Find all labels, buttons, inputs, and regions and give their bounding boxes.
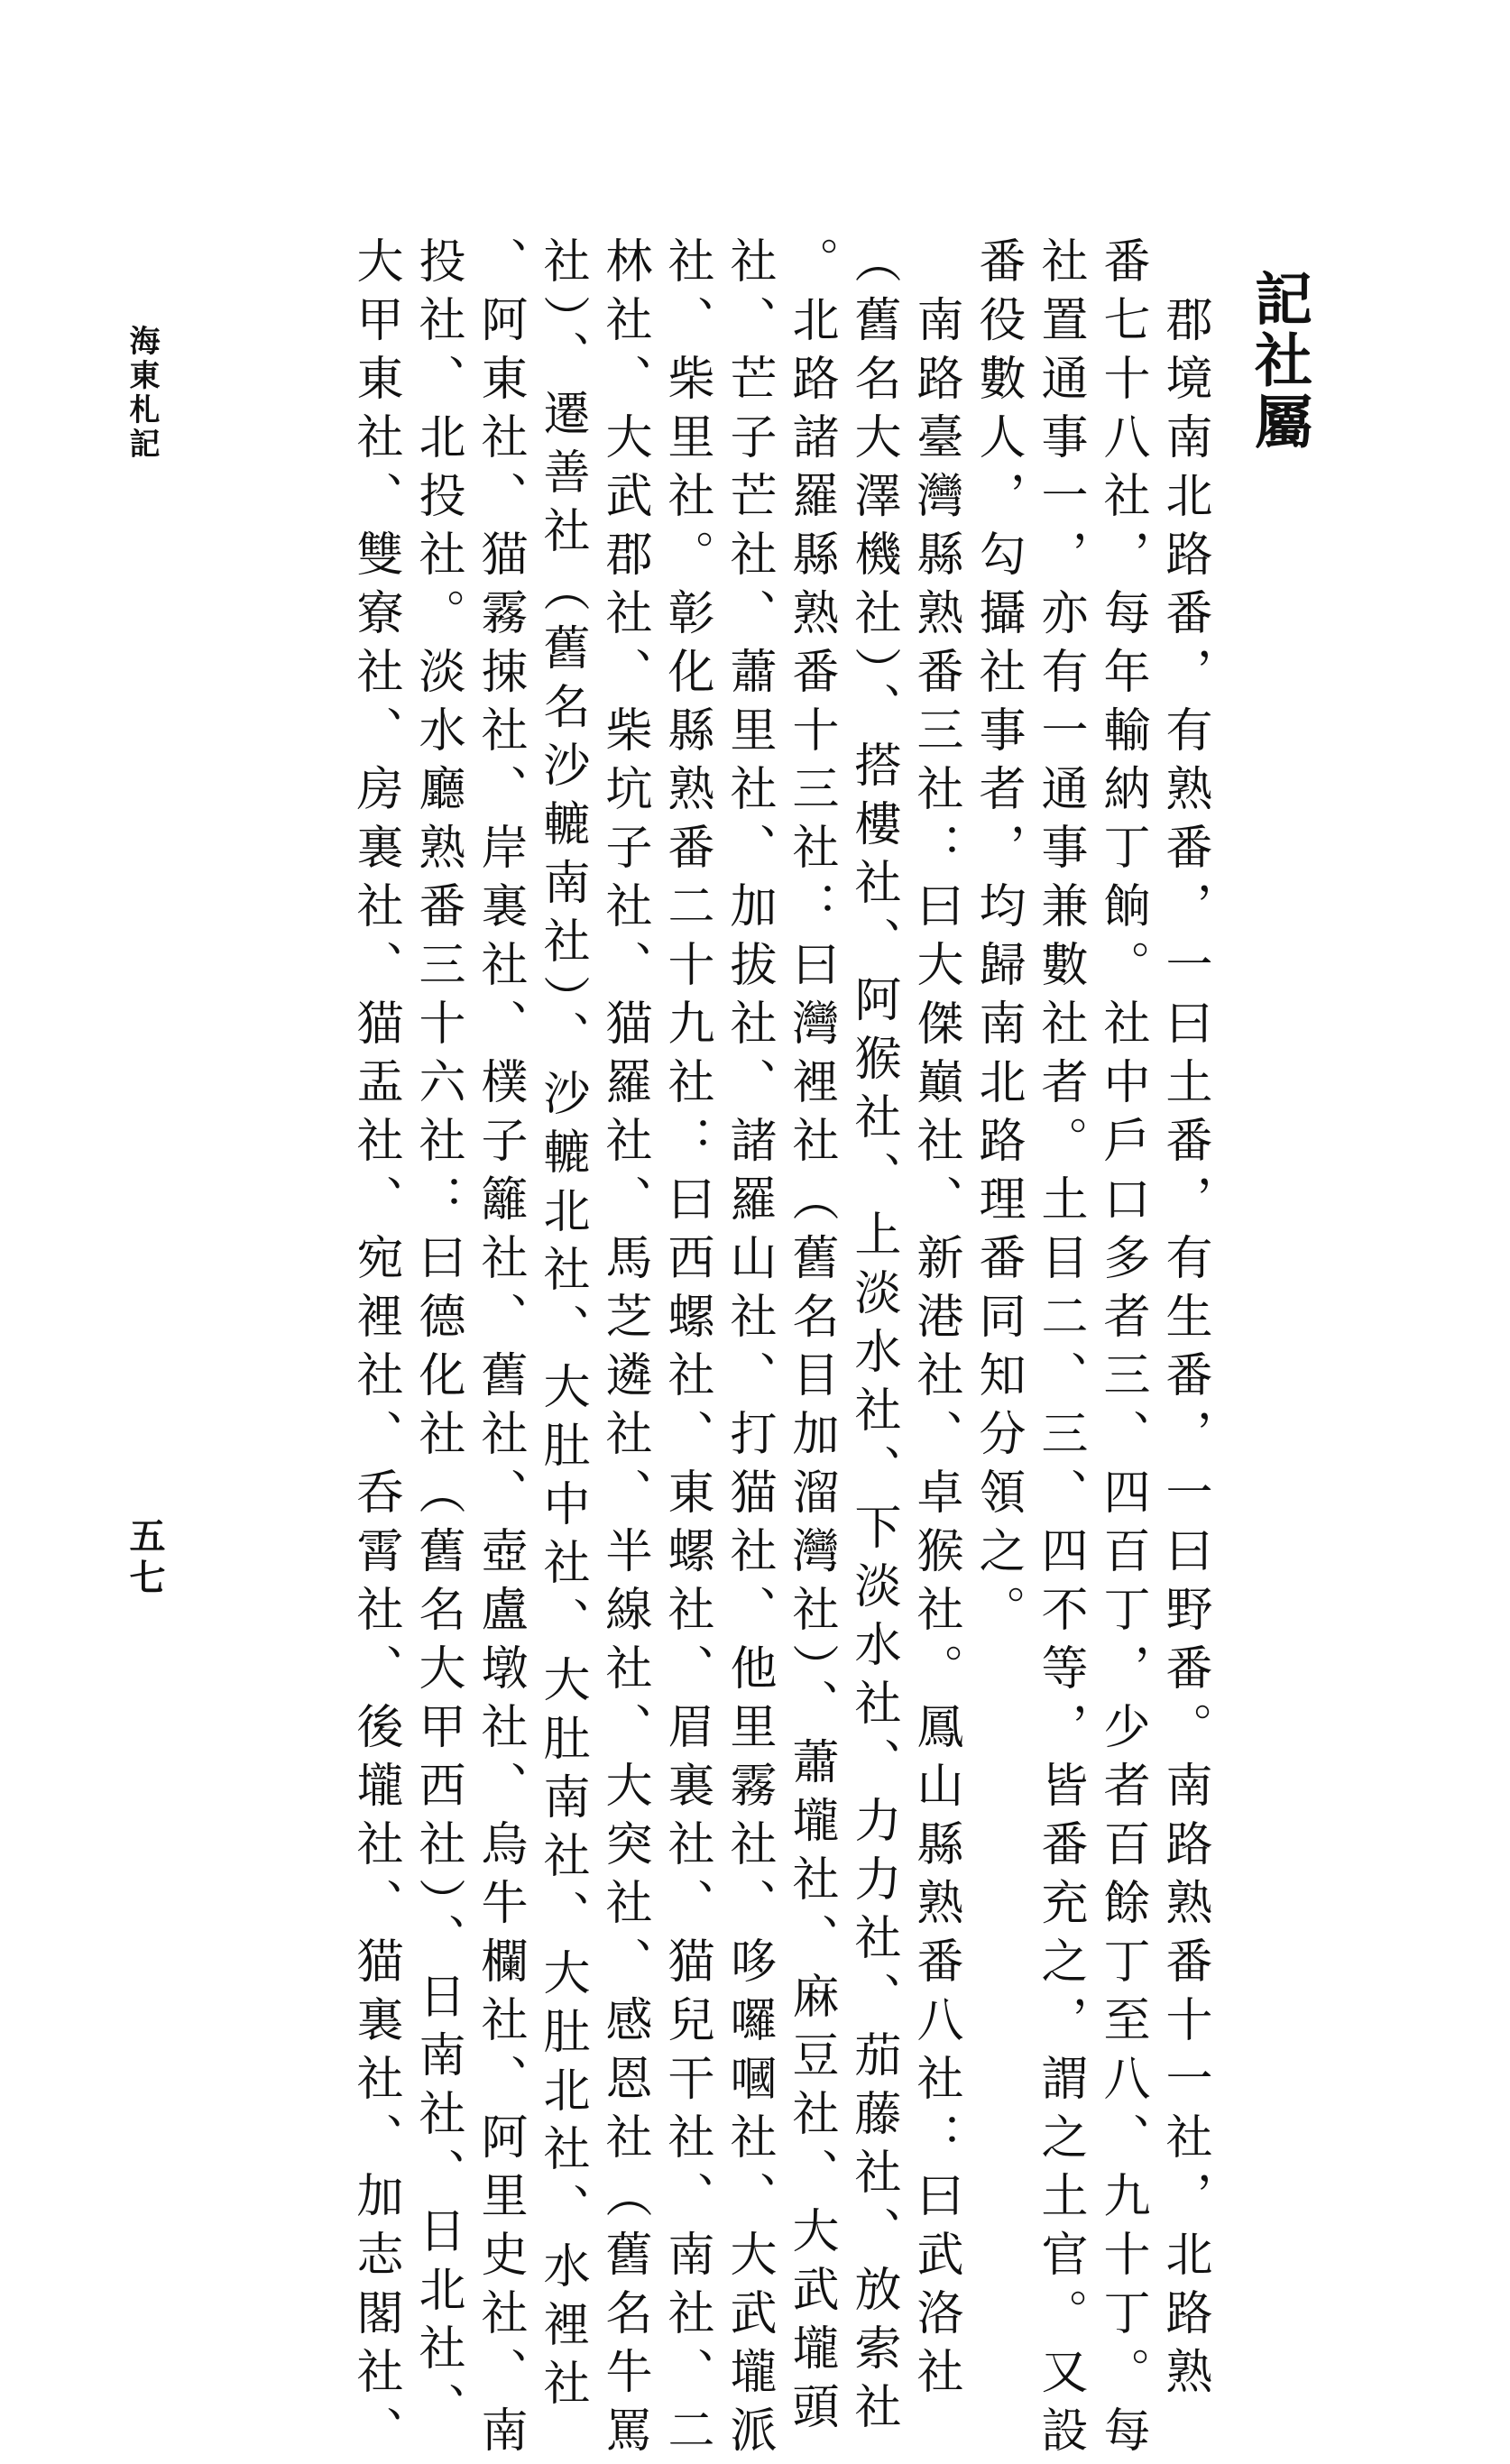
section-title: 記社屬 [1245, 269, 1312, 453]
text-column-5: 南路臺灣縣熟番三社：曰大傑巔社、新港社、卓猴社。鳳山縣熟番八社：曰武洛社 [908, 236, 962, 2405]
text-column-7: 。北路諸羅縣熟番十三社：曰灣裡社（舊名目加溜灣社）、蕭壠社、麻豆社、大武壠頭 [784, 236, 838, 2441]
text-column-11: 社）、遷善社（舊名沙轆南社）、沙轆北社、大肚中社、大肚南社、大肚北社、水裡社 [535, 236, 589, 2417]
text-column-12: 、阿東社、猫霧捒社、岸裏社、樸子籬社、舊社、壺盧墩社、烏牛欄社、阿里史社、南 [473, 236, 527, 2464]
text-column-9: 社、柴里社。彰化縣熟番二十九社：曰西螺社、東螺社、眉裏社、猫兒干社、南社、二 [659, 236, 714, 2464]
text-column-4: 番役數人，勾攝社事者，均歸南北路理番同知分領之。 [971, 236, 1025, 1643]
text-column-2: 番七十八社，每年輸納丁餉。社中戶口多者三、四百丁，少者百餘丁至八、九十丁。每 [1095, 236, 1149, 2464]
page-number: 五七 [124, 1517, 166, 1600]
text-column-13: 投社、北投社。淡水廳熟番三十六社：曰德化社（舊名大甲西社）、日南社、日北社、 [410, 236, 465, 2441]
book-title: 海東札記 [124, 325, 160, 462]
text-column-8: 社、芒子芒社、蕭里社、加拔社、諸羅山社、打猫社、他里霧社、哆囉嘓社、大武壠派 [722, 236, 776, 2464]
text-column-14: 大甲東社、雙寮社、房裏社、猫盂社、宛裡社、呑霄社、後壠社、猫裏社、加志閣社、 [348, 236, 402, 2464]
text-column-1: 郡境南北路番，有熟番，一曰土番，有生番，一曰野番。南路熟番十一社，北路熟 [1157, 236, 1211, 2405]
text-column-6: （舊名大澤機社）、搭樓社、阿猴社、上淡水社、下淡水社、力力社、茄藤社、放索社 [846, 236, 900, 2441]
text-column-3: 社置通事一，亦有一通事兼數社者。土目二、三、四不等，皆番充之，謂之土官。又設 [1033, 236, 1087, 2464]
text-column-10: 林社、大武郡社、柴坑子社、猫羅社、馬芝遴社、半線社、大突社、感恩社（舊名牛罵 [597, 236, 651, 2464]
